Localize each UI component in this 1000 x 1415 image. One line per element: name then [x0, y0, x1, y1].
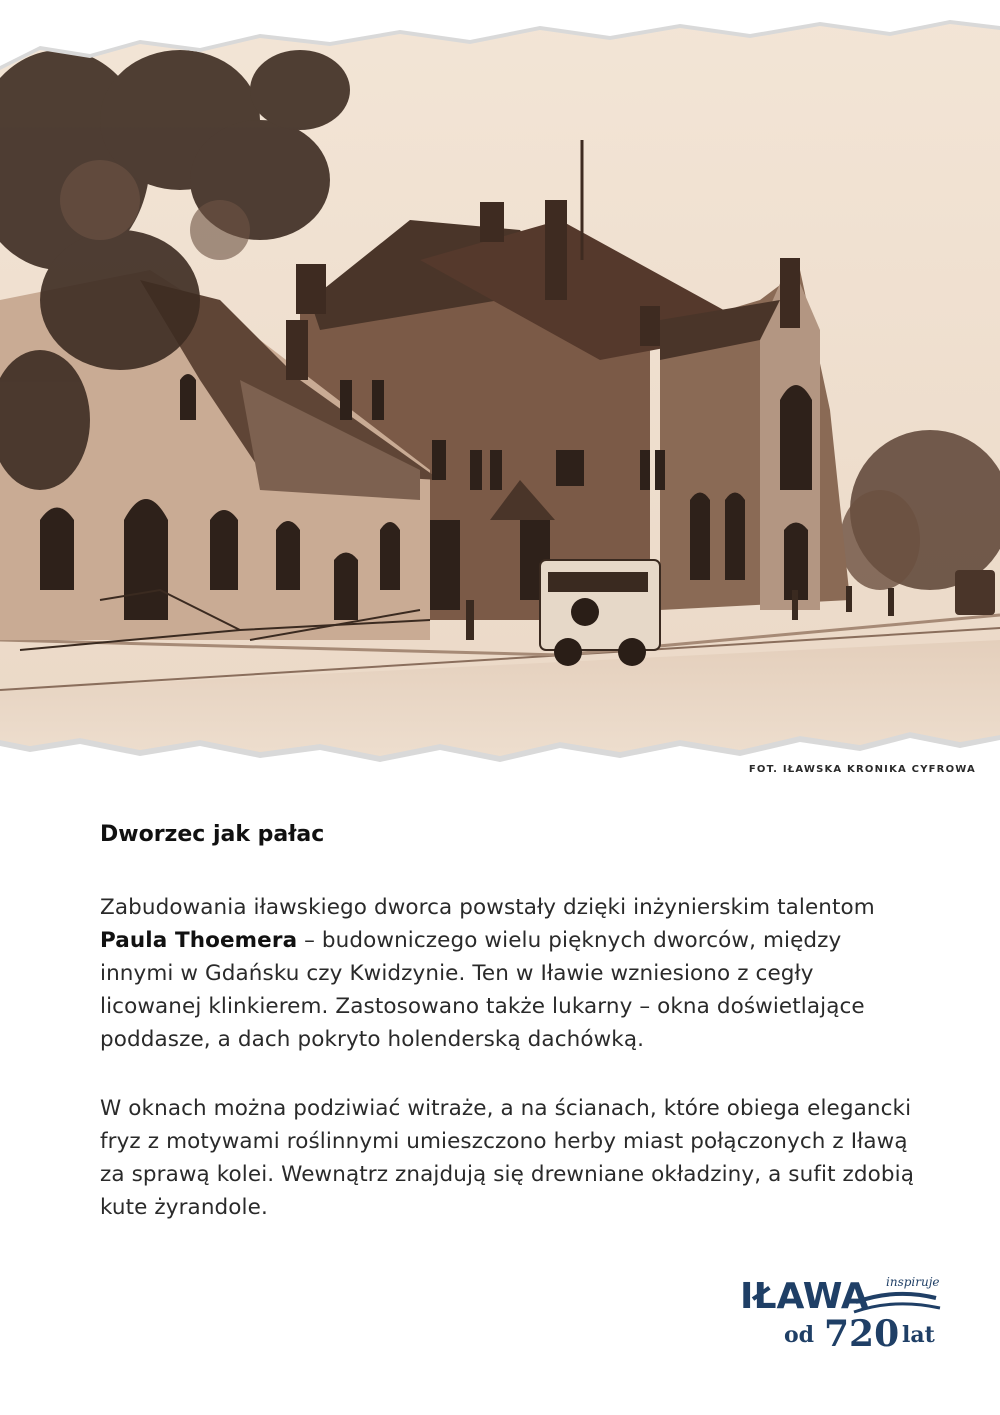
- article-heading: Dworzec jak pałac: [100, 822, 325, 847]
- logo-word: IŁAWA: [740, 1276, 869, 1317]
- paragraph-1-text-end: – budowniczego wielu pięknych dworców, między innymi w Gdańsku czy Kwidzynie. Ten w Iławie wzniesiono z cegły licowanej klinkierem. Zastosowano także lukarny – okna doświetlające poddasze, a dach pokryto holenderską dachówką.: [100, 928, 865, 1052]
- paragraph-1-text-start: Zabudowania iławskiego dworca powstały dzięki inżynierskim talentom: [100, 895, 875, 920]
- article-paragraph-1: [100, 891, 920, 1056]
- photo-credit: FOT. IŁAWSKA KRONIKA CYFROWA: [748, 764, 976, 775]
- logo-script: inspiruje: [886, 1275, 940, 1289]
- article-paragraph-2: W oknach można podziwiać witraże, a na ścianach, które obiega elegancki fryz z motywami roślinnymi umieszczono herby miast połączonych z Iławą za sprawą kolei. Wewnątrz znajdują się drewniane okładziny, a sufit zdobią kute żyrandole.: [100, 1096, 915, 1220]
- article-body: [100, 822, 920, 1260]
- logo-number: 720: [824, 1313, 900, 1355]
- architect-name: Paula Thoemera: [100, 928, 298, 953]
- logo-od: od: [784, 1322, 815, 1348]
- logo-lat: lat: [902, 1322, 935, 1348]
- ilawa-720-logo: [736, 1268, 956, 1358]
